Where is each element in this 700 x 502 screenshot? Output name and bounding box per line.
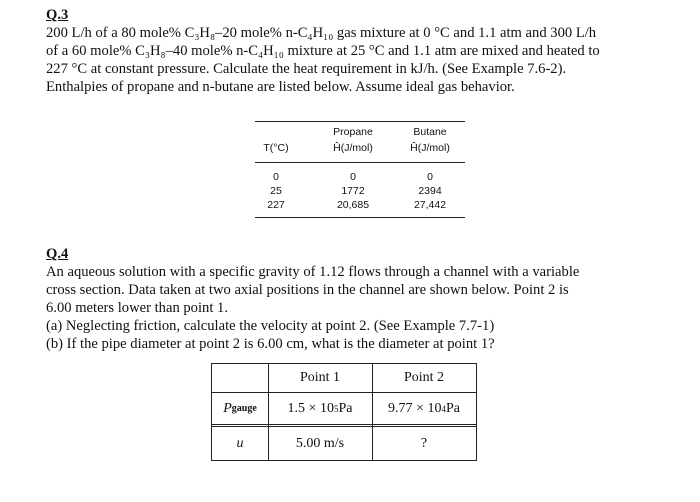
header-point-1: Point 1 bbox=[299, 370, 341, 385]
table-header-rule bbox=[255, 162, 465, 163]
velocity-label: u bbox=[236, 435, 244, 451]
header-temperature: T(°C) bbox=[263, 142, 289, 154]
question-4 bbox=[46, 245, 631, 353]
header-butane-unit: Ĥ(J/mol) bbox=[410, 142, 450, 154]
q4-line-3: 6.00 meters lower than point 1. bbox=[46, 300, 228, 316]
pgauge-p1-unit: Pa bbox=[338, 400, 353, 416]
table-cell: 0 bbox=[273, 171, 279, 183]
q3-line-3: 227 °C at constant pressure. Calculate the heat requirement in kJ/h. (See Example 7.6-2). bbox=[46, 61, 567, 77]
q4-part-a: (a) Neglecting friction, calculate the velocity at point 2. (See Example 7.7-1) bbox=[46, 318, 495, 334]
header-propane: Propane bbox=[333, 126, 373, 138]
pgauge-p1-mantissa: 1.5 × 10 bbox=[287, 400, 334, 416]
q3-line-2: of a 60 mole% C₃H₈–40 mole% n-C₄H₁₀ mixture at 25 °C and 1.1 atm are mixed and heated to bbox=[46, 43, 600, 59]
table-cell: 2394 bbox=[418, 185, 442, 197]
table-bottom-rule bbox=[255, 217, 465, 218]
question-3-title: Q.3 bbox=[46, 7, 69, 23]
table-cell: 27,442 bbox=[413, 199, 447, 211]
table-cell: 1772 bbox=[341, 185, 365, 197]
header-row bbox=[212, 364, 476, 392]
pgauge-point-1: 1.5 × 10 5 Pa bbox=[287, 400, 353, 416]
table-cell: 20,685 bbox=[336, 199, 370, 211]
pgauge-label: P gauge bbox=[223, 400, 257, 416]
question-3-text bbox=[46, 24, 631, 96]
velocity-row bbox=[212, 427, 476, 460]
velocity-point-2: ? bbox=[420, 435, 428, 451]
question-3 bbox=[46, 6, 631, 96]
q3-line-4: Enthalpies of propane and n-butane are listed below. Assume ideal gas behavior. bbox=[46, 79, 515, 95]
table-cell: 0 bbox=[427, 171, 433, 183]
table-top-rule bbox=[255, 121, 465, 122]
q4-line-1: An aqueous solution with a specific gravity of 1.12 flows through a channel with a variable bbox=[46, 264, 580, 280]
pgauge-row bbox=[212, 393, 476, 424]
pgauge-p2-mantissa: 9.77 × 10 bbox=[388, 400, 442, 416]
table-cell: 0 bbox=[350, 171, 356, 183]
pgauge-symbol: P bbox=[223, 400, 232, 416]
table-cell: 227 bbox=[267, 199, 285, 211]
pgauge-point-2: 9.77 × 10 4 Pa bbox=[388, 400, 460, 416]
question-4-title: Q.4 bbox=[46, 246, 69, 262]
pgauge-p2-unit: Pa bbox=[445, 400, 460, 416]
point-data-table bbox=[211, 363, 477, 461]
q4-part-b: (b) If the pipe diameter at point 2 is 6.00 cm, what is the diameter at point 1? bbox=[46, 336, 495, 352]
header-propane-unit: Ĥ(J/mol) bbox=[333, 142, 373, 154]
q4-line-2: cross section. Data taken at two axial positions in the channel are shown below. Point 2 is bbox=[46, 282, 569, 298]
header-butane: Butane bbox=[413, 126, 447, 138]
velocity-point-1: 5.00 m/s bbox=[295, 435, 345, 451]
header-point-2: Point 2 bbox=[403, 370, 445, 385]
question-4-text bbox=[46, 263, 631, 353]
table-cell: 25 bbox=[270, 185, 282, 197]
q3-line-1: 200 L/h of a 80 mole% C₃H₈–20 mole% n-C₄H₁₀ gas mixture at 0 °C and 1.1 atm and 300 L/h bbox=[46, 25, 597, 41]
